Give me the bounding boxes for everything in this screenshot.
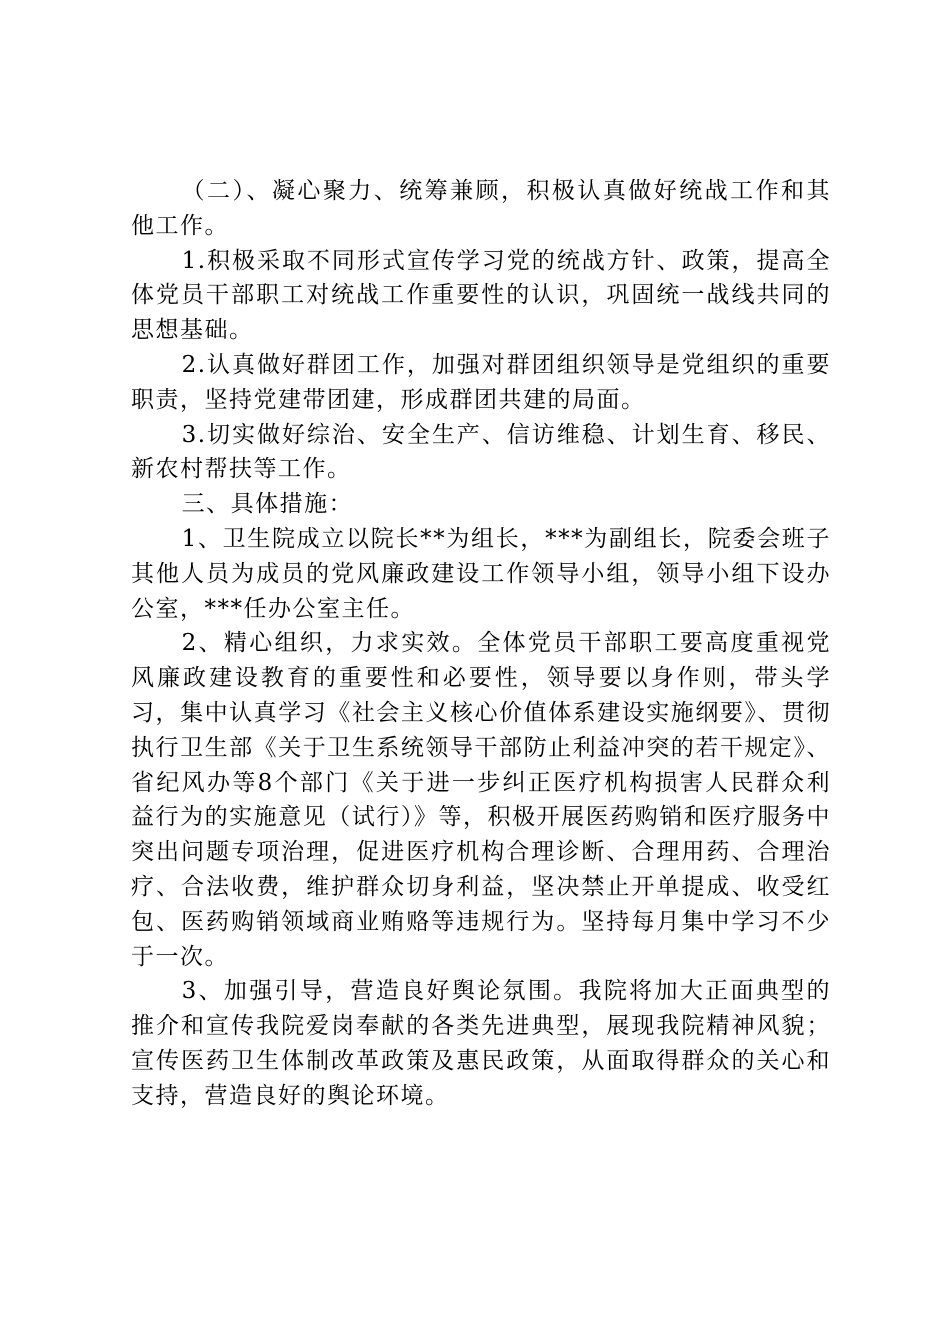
paragraph-public-opinion: 3、加强引导，营造良好舆论氛围。我院将加大正面典型的推介和宣传我院爱岗奉献的各类先进典型，展现我院精神风貌；宣传医药卫生体制改革政策及惠民政策，从面取得群众的关心和支持，营造良好的舆论环境。 — [131, 978, 831, 1109]
paragraph-leading-group: 1、卫生院成立以院长**为组长，***为副组长，院委会班子其他人员为成员的党风廉政建设工作领导小组，领导小组下设办公室，***任办公室主任。 — [131, 525, 831, 622]
paragraph-mass-organizations: 2.认真做好群团工作，加强对群团组织领导是党组织的重要职责，坚持党建带团建，形成群团共建的局面。 — [131, 351, 831, 413]
paragraph-comprehensive-work: 3.切实做好综治、安全生产、信访维稳、计划生育、移民、新农村帮扶等工作。 — [131, 421, 831, 483]
section-heading-united-front: （二）、凝心聚力、统筹兼顾，积极认真做好统战工作和其他工作。 — [131, 178, 831, 239]
document-body — [131, 174, 831, 1114]
paragraph-careful-organization: 2、精心组织，力求实效。全体党员干部职工要高度重视党风廉政建设教育的重要性和必要性，领导要以身作则，带头学习，集中认真学习《社会主义核心价值体系建设实施纲要》、贯彻执行卫生部《关于卫生系统领导干部防止利益冲突的若干规定》、省纪风办等8个部门《关于进一步纠正医疗机构损害人民群众利益行为的实施意见（试行）》等，积极开展医药购销和医疗服务中突出问题专项治理，促进医疗机构合理诊断、合理用药、合理治疗、合法收费，维护群众切身利益，坚决禁止开单提成、收受红包、医药购销领域商业贿赂等违规行为。坚持每月集中学习不少于一次。 — [131, 630, 831, 970]
paragraph-united-front-policy: 1.积极采取不同形式宣传学习党的统战方针、政策，提高全体党员干部职工对统战工作重要性的认识，巩固统一战线共同的思想基础。 — [131, 247, 831, 344]
section-heading-specific-measures: 三、具体措施： — [181, 491, 354, 518]
